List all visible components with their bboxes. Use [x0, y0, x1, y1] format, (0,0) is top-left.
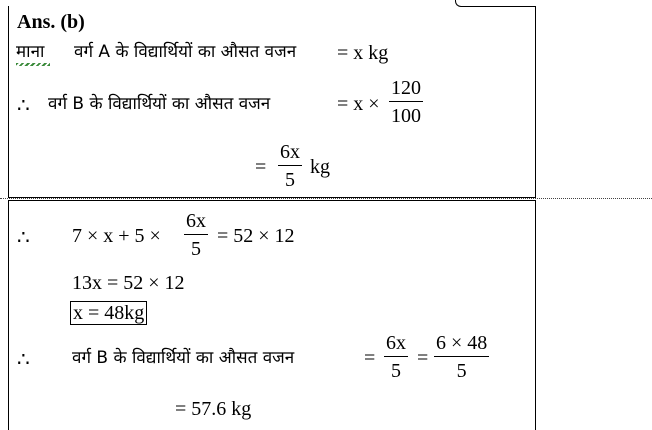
equation-13x: 13x = 52 × 12 — [72, 272, 185, 294]
fraction-numerator: 6x — [186, 210, 206, 232]
fraction-120-100 — [389, 78, 423, 126]
fraction-denominator: 5 — [384, 356, 408, 381]
equals-sign-7a: = — [364, 347, 376, 369]
fraction-denominator: 5 — [184, 234, 208, 259]
equals-sign-7b: = — [417, 347, 429, 369]
fraction-denominator: 100 — [389, 101, 423, 126]
fraction-6x-5-c — [384, 333, 408, 381]
fraction-6x-5-b — [184, 211, 208, 259]
spellcheck-underline — [16, 63, 50, 66]
therefore-symbol-3: ∴ — [17, 349, 30, 371]
answer-label — [17, 12, 85, 32]
fraction-denominator: 5 — [278, 165, 302, 190]
class-b-phrase-2: वर्ग B के विद्यार्थियों का औसत वजन — [72, 348, 295, 368]
times-x-expression: = x × — [337, 93, 380, 115]
sum-expression: 7 × x + 5 × — [72, 225, 161, 247]
fraction-numerator: 120 — [391, 77, 421, 99]
assume-word: माना — [16, 42, 45, 62]
therefore-symbol-2: ∴ — [17, 227, 30, 249]
fraction-denominator: 5 — [434, 356, 489, 381]
final-result: = 57.6 kg — [175, 398, 252, 420]
answer-label-text: Ans. (b) — [17, 11, 85, 33]
boxed-result-x: x = 48kg — [70, 301, 147, 325]
fraction-6x-5-a — [278, 142, 302, 190]
page-break-dotted-line — [0, 198, 652, 199]
sum-rhs: = 52 × 12 — [217, 225, 295, 247]
fraction-numerator: 6x — [280, 141, 300, 163]
class-b-phrase-1: वर्ग B के विद्यार्थियों का औसत वजन — [48, 94, 271, 114]
unit-kg: kg — [310, 156, 330, 178]
fraction-numerator: 6 × 48 — [436, 332, 488, 354]
class-a-phrase: वर्ग A के विद्यार्थियों का औसत वजन — [74, 42, 297, 62]
fraction-6x48-5 — [434, 333, 489, 381]
equals-sign-3: = — [255, 156, 267, 178]
fraction-numerator: 6x — [386, 332, 406, 354]
class-a-value: = x kg — [337, 42, 389, 64]
therefore-symbol-1: ∴ — [17, 95, 30, 117]
